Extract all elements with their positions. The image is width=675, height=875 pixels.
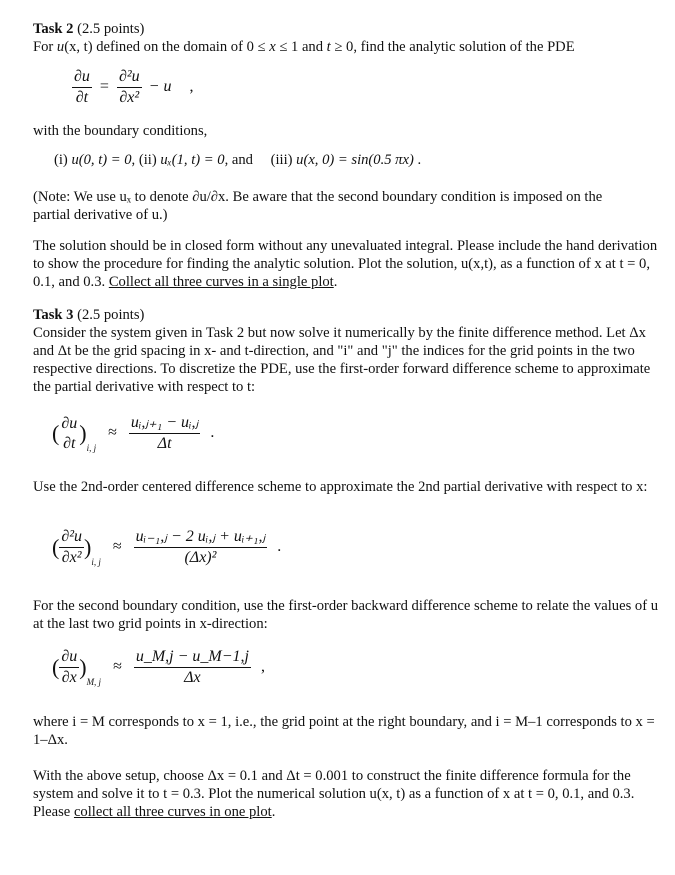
punct: . [210, 424, 215, 442]
eq3-lhs [59, 648, 79, 687]
eq3-rhs [134, 648, 251, 687]
bc-intro: with the boundary conditions, [33, 123, 208, 139]
task3-text-3: For the second boundary condition, use the first-order backward difference scheme to relate the values of u at the last two grid points in x-direction: [33, 598, 659, 632]
eq3-rhs-den: Δx [184, 669, 201, 686]
task3-points: (2.5 points) [77, 307, 145, 323]
note-line-1: (Note: We use uₓ to denote ∂u/∂x. Be aware that the second boundary condition is imposed on the [33, 189, 603, 205]
pde-rhs [117, 68, 142, 107]
task2-points: (2.5 points) [77, 21, 145, 37]
task3-heading [33, 306, 668, 324]
task2-intro [33, 38, 668, 56]
bc3: u(x, 0) = sin(0.5 πx) [296, 152, 414, 168]
punct: . [333, 274, 338, 290]
eq2-lhs-num: ∂²u [59, 528, 84, 548]
and-text: and [231, 152, 253, 168]
eq2-rhs-num: uᵢ₋₁,ⱼ − 2 uᵢ,ⱼ + uᵢ₊₁,ⱼ [134, 528, 268, 548]
task3-title: Task 3 [33, 307, 74, 323]
eq2-lhs [59, 528, 84, 567]
eq2-rhs [134, 528, 268, 567]
open-paren: ( [52, 654, 60, 680]
solution-underlined: Collect all three curves in a single plot [108, 274, 334, 290]
bc3-label: (iii) [270, 152, 297, 168]
eq2-rhs-den: (Δx)² [184, 549, 217, 566]
pde-rhs-den: ∂x² [119, 89, 140, 106]
eq1-lhs-num: ∂u [61, 414, 78, 432]
eq1-subscript: i, j [86, 443, 97, 454]
text5-body: With the above setup, choose Δx = 0.1 and Δt = 0.001 to construct the finite difference formula for the system and solve it to t = 0.3. Plot the numerical solution u(x, t) as a function of x at t = 0, 0.1, and 0.3. Please [33, 768, 635, 820]
task3-text-4: where i = M corresponds to x = 1, i.e., the grid point at the right boundary, and i = M–1 corresponds to x = 1–Δx. [33, 714, 655, 748]
text: ≥ 0, find the analytic solution of the PDE [330, 39, 575, 55]
punct: , [260, 658, 265, 676]
pde-rhs-num: ∂²u [117, 68, 142, 88]
bc2: uₓ(1, t) = 0 [160, 152, 225, 168]
task2-note [33, 188, 668, 224]
boundary-derivative-equation [52, 648, 265, 691]
bc2-label: (ii) [138, 152, 161, 168]
eq3-subscript: M, j [86, 677, 102, 688]
punct: . [277, 538, 282, 556]
eq3-lhs-num: ∂u [59, 648, 79, 668]
approx-sign: ≈ [108, 424, 117, 442]
task3-text-5 [33, 767, 668, 821]
note-line-2: partial derivative of u.) [33, 207, 168, 223]
text: For [33, 39, 57, 55]
text5-underlined: collect all three curves in one plot [73, 804, 272, 820]
task2-title: Task 2 [33, 21, 74, 37]
text: t [326, 39, 331, 55]
approx-sign: ≈ [113, 658, 122, 676]
time-derivative-equation [52, 414, 214, 457]
close-paren: ) [84, 534, 92, 560]
task3-intro: Consider the system given in Task 2 but now solve it numerically by the finite difference method. Let Δx and Δt be the grid spacing in x- and t-direction, and "i" and "j" the indices for the grid points in the two respective directions. To discretize the PDE, use the first-order forward difference scheme to approximate the partial derivative with respect to t: [33, 325, 651, 395]
boundary-conditions: (i) u(0, t) = 0, (ii) uₓ(1, t) = 0, and (iii) u(x, 0) = sin(0.5 πx) . [54, 152, 422, 168]
open-paren: ( [52, 534, 60, 560]
text: (x, t) [64, 39, 93, 55]
eq1-rhs-num: uᵢ,ⱼ₊₁ − uᵢ,ⱼ [129, 414, 200, 434]
bc1-label: (i) [54, 152, 72, 168]
pde-lhs [72, 68, 92, 107]
open-paren: ( [52, 420, 60, 446]
eq3-lhs-den: ∂x [61, 669, 77, 686]
punct: . [417, 152, 422, 168]
task3-text-2: Use the 2nd-order centered difference scheme to approximate the 2nd partial derivative with respect to x: [33, 479, 648, 495]
eq3-rhs-num: u_M,j − u_M−1,j [134, 648, 251, 668]
space-derivative-equation [52, 528, 281, 571]
close-paren: ) [79, 420, 87, 446]
pde-lhs-den: ∂t [75, 89, 89, 106]
eq1-lhs-den: ∂t [63, 434, 76, 452]
text: u [56, 39, 65, 55]
eq2-subscript: i, j [91, 557, 101, 568]
text: defined on the domain of 0 ≤ [92, 39, 270, 55]
punct: . [271, 804, 276, 820]
eq2-lhs-den: ∂x² [61, 549, 82, 566]
pde-minus-term: − u [148, 78, 172, 96]
close-paren: ) [79, 654, 87, 680]
punct: , [189, 78, 194, 96]
eq1-rhs-den: Δt [157, 435, 172, 452]
eq1-lhs [59, 415, 79, 453]
task2-solution-instructions [33, 237, 668, 291]
task2-heading [33, 20, 668, 38]
text: ≤ 1 and [275, 39, 327, 55]
equals-sign: = [99, 78, 109, 96]
text: x [269, 39, 276, 55]
solution-text: The solution should be in closed form without any unevaluated integral. Please include the hand derivation to show the procedure for finding the analytic solution. Plot the solution, u(x,t), as a function of x at t = 0, 0.1, and 0.3. [33, 238, 658, 290]
pde-equation [72, 68, 193, 107]
eq1-rhs [129, 414, 200, 453]
pde-lhs-num: ∂u [72, 68, 92, 88]
bc1: u(0, t) = 0 [71, 152, 132, 168]
approx-sign: ≈ [112, 538, 122, 556]
